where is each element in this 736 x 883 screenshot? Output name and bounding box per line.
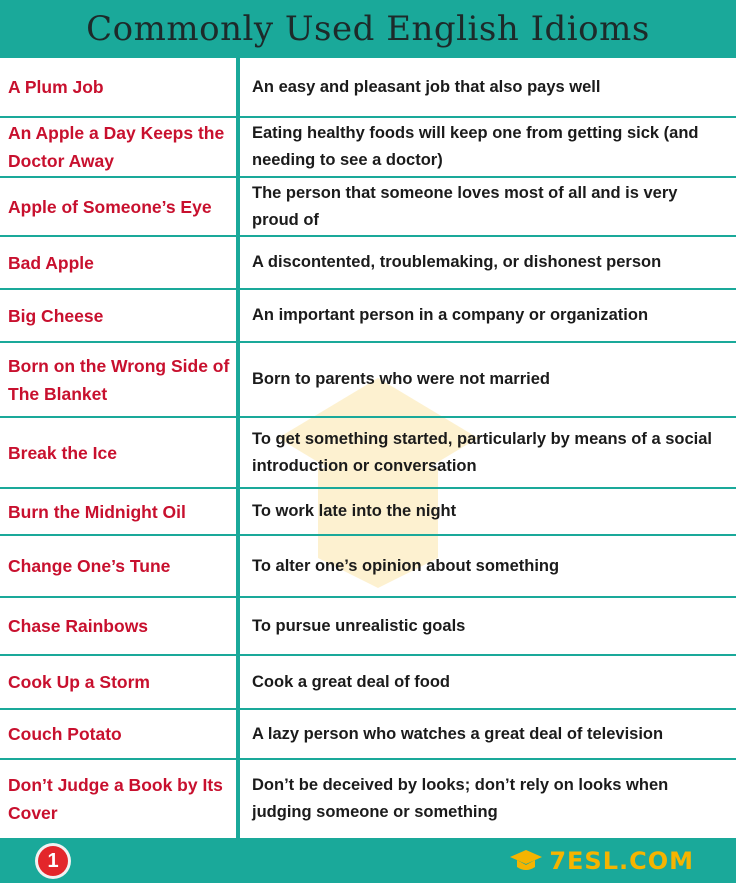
idiom-cell: Chase Rainbows [8,616,149,636]
brand-name: 7ESL.COM [549,847,694,875]
table-row [0,656,736,710]
table-row [0,343,736,418]
idiom-cell: An Apple a Day Keeps the Doctor Away [8,123,225,171]
table-row [0,760,736,838]
meaning-cell: An easy and pleasant job that also pays well [252,77,601,96]
footer-bar [0,838,736,883]
table-row [0,418,736,489]
idiom-cell: Break the Ice [8,442,117,463]
idiom-cell: Bad Apple [8,252,94,273]
table-row [0,489,736,536]
table-row [0,237,736,290]
table-row [0,536,736,598]
idiom-cell: Don’t Judge a Book by Its Cover [8,775,223,823]
graduation-cap-icon [509,848,543,874]
meaning-cell: Cook a great deal of food [252,672,451,691]
idiom-cell: Cook Up a Storm [8,672,150,692]
page-title: Commonly Used English Idioms [86,9,650,49]
idiom-cell: A Plum Job [8,77,104,97]
idiom-cell: Burn the Midnight Oil [8,501,186,522]
idiom-cell: Apple of Someone’s Eye [8,196,212,217]
meaning-cell: To get something started, particularly by means of a social introduction or conversation [252,429,712,475]
page-number-badge: 1 [38,846,68,876]
meaning-cell: Eating healthy foods will keep one from getting sick (and needing to see a doctor) [252,124,699,169]
table-row [0,178,736,237]
table-row [0,290,736,343]
idiom-cell: Change One’s Tune [8,556,171,576]
brand-logo [509,847,694,875]
meaning-cell: To alter one’s opinion about something [252,556,560,575]
idiom-cell: Big Cheese [8,305,104,326]
header-bar [0,0,736,58]
meaning-cell: A discontented, troublemaking, or dishonest person [252,253,662,271]
meaning-cell: To work late into the night [252,502,457,520]
meaning-cell: Don’t be deceived by looks; don’t rely on looks when judging someone or something [252,776,669,821]
table-row [0,118,736,178]
meaning-cell: The person that someone loves most of all and is very proud of [252,183,678,229]
idiom-cell: Couch Potato [8,724,122,744]
table-row [0,598,736,656]
table-row [0,58,736,118]
idiom-cell: Born on the Wrong Side of The Blanket [8,355,230,404]
column-divider [236,58,240,838]
meaning-cell: A lazy person who watches a great deal of television [252,724,664,743]
idioms-table [0,58,736,838]
meaning-cell: An important person in a company or organization [252,306,649,324]
table-row [0,710,736,760]
meaning-cell: Born to parents who were not married [252,370,550,388]
meaning-cell: To pursue unrealistic goals [252,616,466,635]
